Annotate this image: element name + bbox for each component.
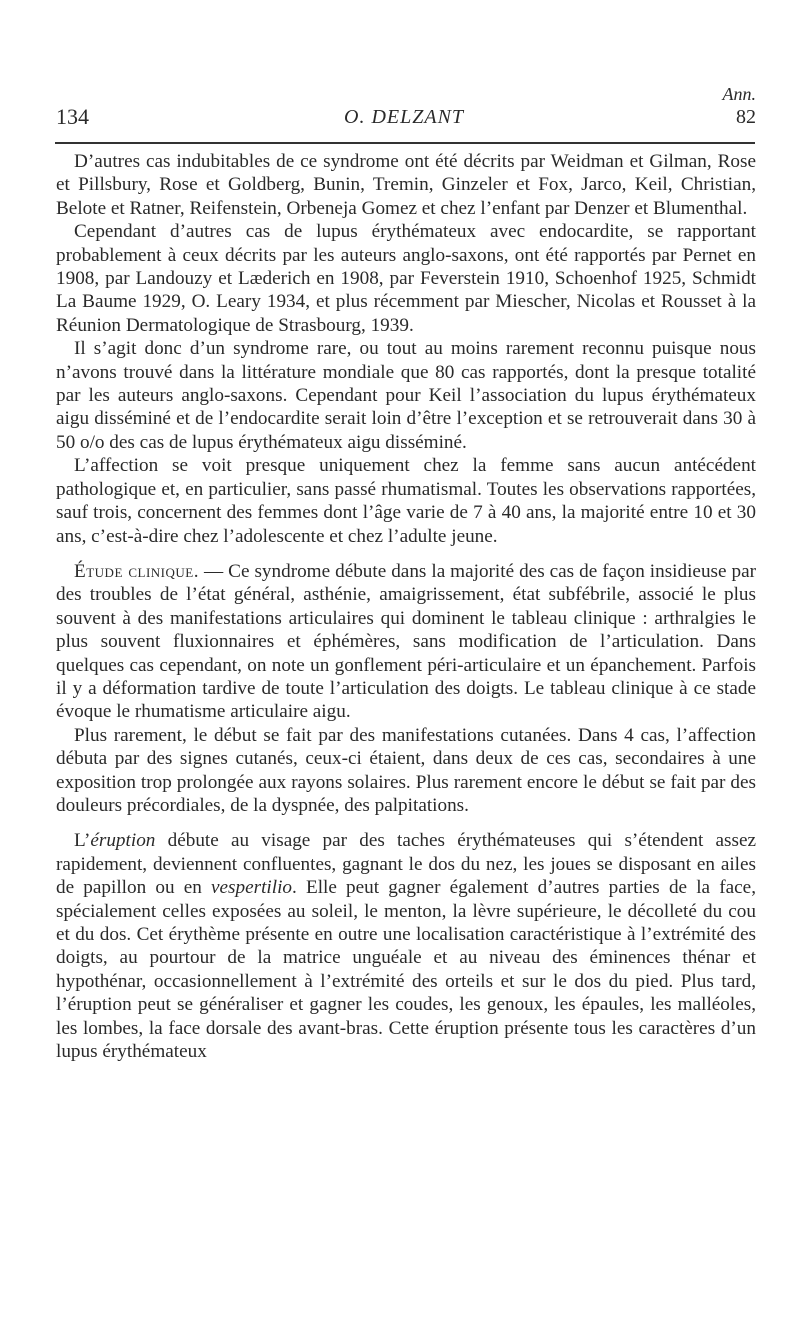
paragraph-rare-syndrome: Il s’agit donc d’un syndrome rare, ou tout au moins rarement reconnu puisque nous n’avons trouvé dans la littérature mondiale que 80 cas rapportés, dont la presque totalité par les auteurs anglo-saxons. Cependant pour Keil l’association du lupus érythémateux aigu disséminé et de l’endocardite serait loin d’être l’exception et se retrouverait dans 30 à 50 o/o des cas de lupus érythémateux aigu disséminé. [56,338,756,453]
clinical-text: — Ce syndrome débute dans la majorité des cas de façon insidieuse par des troubles de l’état général, asthénie, amaigrissement, état subfébrile, associé le plus souvent à des manifestations articulaires qui dominent le tableau clinique : arthralgies le plus souvent fluxionnaires et éphémères, sans modification de l’articulation. Dans quelques cas cependant, on note un gonflement péri-articulaire et un épanchement. Parfois il y a déformation tardive de toute l’articulation des doigts. Le tableau clinique à ce stade évoque le rhumatisme articulaire aigu. [56,560,756,723]
paragraph-endocarditis-reports: Cependant d’autres cas de lupus érythémateux avec endocardite, se rapportant probablement à ceux décrits par les auteurs anglo-saxons, ont été rapportés par Pernet en 1908, par Landouzy et Læderich en 1908, par Feverstein 1910, Schoenhof 1925, Schmidt La Baume 1929, O. Leary 1934, et plus récemment par Miescher, Nicolas et Rousset à la Réunion Dermatologique de Strasbourg, 1939. [56,221,756,336]
annotation-number: 82 [736,106,756,128]
page-number: 134 [56,104,89,129]
annotation-label: Ann. [722,84,756,104]
header-rule [55,142,755,144]
paragraph-other-cases: D’autres cas indubitables de ce syndrome ont été décrits par Weidman et Gilman, Rose et Pillsbury, Rose et Goldberg, Bunin, Tremin, Ginzeler et Fox, Jarco, Keil, Christian, Belote et Ratner, Reifenstein, Orbeneja Gomez et chez l’enfant par Denzer et Blumenthal. [56,151,756,219]
paragraph-clinical-study [56,560,756,724]
paragraph-clinical-onset: Plus rarement, le début se fait par des manifestations cutanées. Dans 4 cas, l’affection débuta par des signes cutanés, ceux-ci étaient, dans deux de ces cas, secondaires à une exposition trop prolongée aux rayons solaires. Plus rarement encore le début se fait par des douleurs précordiales, de la dyspnée, des palpitations. [56,724,756,816]
eruption-text-2: . Elle peut gagner également d’autres parties de la face, spécialement celles exposées au soleil, le menton, la lèvre supérieure, le décolleté du cou et du dos. Cet érythème présente en outre une localisation caractéristique à l’extrémité des doigts, au pourtour de la matrice unguéale et au niveau des éminences thénar et hypothénar, occasionnellement à l’extrémité des orteils et sur le dos du pied. Plus tard, l’éruption peut se généraliser et gagner les coudes, les genoux, les épaules, les malléoles, les lombes, la face dorsale des avant-bras. Cette éruption présente tous les caractères d’un lupus érythémateux [56,877,756,1063]
term-eruption: éruption [90,830,156,852]
term-vespertilio: vespertilio [211,877,292,899]
eruption-lead: L’ [74,830,91,852]
eruption-text-1: débute au visage par des taches érythémateuses qui s’étendent assez rapidement, deviennent confluentes, gagnant le dos du nez, les joues se disposant en ailes de papillon ou en [56,830,756,899]
section-heading-clinical: Étude clinique. [74,560,200,582]
running-title: O. DELZANT [344,106,465,128]
page-header [0,0,800,150]
paragraph-eruption [56,829,756,1063]
body-text [56,150,756,1063]
paragraph-affection-women: L’affection se voit presque uniquement chez la femme sans aucun antécédent pathologique et, en particulier, sans passé rhumatismal. Toutes les observations rapportées, sauf trois, concernent des femmes dont l’âge varie de 7 à 40 ans, la majorité entre 10 et 30 ans, c’est-à-dire chez l’adolescente et chez l’adulte jeune. [56,455,756,547]
